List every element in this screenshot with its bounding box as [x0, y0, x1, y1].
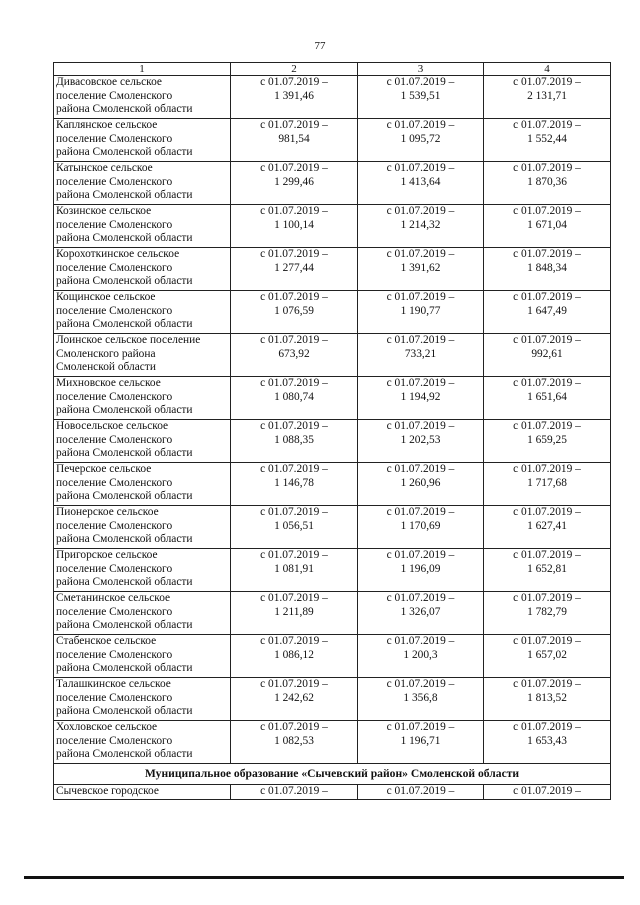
value-col-2: с 01.07.2019 – 1 277,44 [260, 248, 328, 274]
settlement-name: Сычевское городское [56, 785, 159, 797]
value-col-4: с 01.07.2019 – 1 552,44 [513, 119, 581, 145]
value-col-3: с 01.07.2019 – [386, 785, 455, 797]
value-col-4: с 01.07.2019 – 1 657,02 [513, 635, 581, 661]
settlement-name: Стабенское сельское поселение Смоленского района Смоленской области [56, 635, 193, 675]
value-col-2: с 01.07.2019 – 1 146,78 [260, 463, 328, 489]
value-col-2: с 01.07.2019 – 1 080,74 [260, 377, 328, 403]
table-row [54, 334, 611, 377]
value-col-3: с 01.07.2019 – 1 214,32 [386, 205, 455, 231]
value-col-4: с 01.07.2019 – 1 652,81 [513, 549, 581, 575]
settlement-name: Корохоткинское сельское поселение Смоленского района Смоленской области [56, 248, 193, 288]
table-row [54, 506, 611, 549]
settlement-name: Каплянское сельское поселение Смоленского района Смоленской области [56, 119, 193, 159]
settlement-name: Новосельское сельское поселение Смоленского района Смоленской области [56, 420, 193, 460]
value-col-2: с 01.07.2019 – 1 211,89 [260, 592, 328, 618]
header-col-1: 1 [54, 63, 231, 76]
value-col-3: с 01.07.2019 – 1 170,69 [386, 506, 455, 532]
value-col-2: с 01.07.2019 – 1 082,53 [260, 721, 328, 747]
value-col-2: с 01.07.2019 – 1 076,59 [260, 291, 328, 317]
header-col-2: 2 [231, 63, 358, 76]
value-col-2: с 01.07.2019 – 1 086,12 [260, 635, 328, 661]
value-col-2: с 01.07.2019 – 673,92 [260, 334, 328, 360]
settlement-name: Кощинское сельское поселение Смоленского района Смоленской области [56, 291, 193, 331]
value-col-3: с 01.07.2019 – 1 095,72 [386, 119, 455, 145]
value-col-4: с 01.07.2019 – 992,61 [513, 334, 581, 360]
value-col-4: с 01.07.2019 – 1 717,68 [513, 463, 581, 489]
footer-rule [24, 876, 624, 879]
settlement-name: Михновское сельское поселение Смоленского района Смоленской области [56, 377, 193, 417]
table-row [54, 119, 611, 162]
table-row [54, 162, 611, 205]
value-col-4: с 01.07.2019 – 1 870,36 [513, 162, 581, 188]
settlement-name: Печерское сельское поселение Смоленского района Смоленской области [56, 463, 193, 503]
settlement-name: Пионерское сельское поселение Смоленского района Смоленской области [56, 506, 193, 546]
value-col-3: с 01.07.2019 – 1 200,3 [386, 635, 455, 661]
table-row [54, 420, 611, 463]
value-col-2: с 01.07.2019 – 981,54 [260, 119, 328, 145]
settlement-name: Козинское сельское поселение Смоленского района Смоленской области [56, 205, 193, 245]
table-row-partial [54, 785, 611, 800]
table-row [54, 592, 611, 635]
table-row [54, 291, 611, 334]
value-col-3: с 01.07.2019 – 1 190,77 [386, 291, 455, 317]
table-row [54, 76, 611, 119]
value-col-4: с 01.07.2019 – 1 659,25 [513, 420, 581, 446]
value-col-3: с 01.07.2019 – 1 260,96 [386, 463, 455, 489]
value-col-4: с 01.07.2019 – 2 131,71 [513, 76, 581, 102]
value-col-3: с 01.07.2019 – 1 539,51 [386, 76, 455, 102]
table-row [54, 721, 611, 764]
section-title: Муниципальное образование «Сычевский район» Смоленской области [54, 764, 611, 785]
table-row [54, 463, 611, 506]
table-row [54, 635, 611, 678]
value-col-4: с 01.07.2019 – 1 653,43 [513, 721, 581, 747]
value-col-2: с 01.07.2019 – 1 056,51 [260, 506, 328, 532]
value-col-3: с 01.07.2019 – 1 356,8 [386, 678, 455, 704]
settlement-name: Сметанинское сельское поселение Смоленского района Смоленской области [56, 592, 193, 632]
value-col-4: с 01.07.2019 – 1 848,34 [513, 248, 581, 274]
settlement-name: Хохловское сельское поселение Смоленского района Смоленской области [56, 721, 193, 761]
table-row [54, 248, 611, 291]
value-col-2: с 01.07.2019 – 1 391,46 [260, 76, 328, 102]
value-col-3: с 01.07.2019 – 1 196,71 [386, 721, 455, 747]
header-row [54, 63, 611, 76]
value-col-2: с 01.07.2019 – 1 242,62 [260, 678, 328, 704]
settlement-name: Лоинское сельское поселение Смоленского района Смоленской области [56, 334, 201, 374]
value-col-3: с 01.07.2019 – 1 391,62 [386, 248, 455, 274]
table-row [54, 377, 611, 420]
settlement-name: Пригорское сельское поселение Смоленского района Смоленской области [56, 549, 193, 589]
value-col-2: с 01.07.2019 – 1 081,91 [260, 549, 328, 575]
settlement-name: Дивасовское сельское поселение Смоленского района Смоленской области [56, 76, 193, 116]
settlement-name: Талашкинское сельское поселение Смоленского района Смоленской области [56, 678, 193, 718]
value-col-3: с 01.07.2019 – 1 194,92 [386, 377, 455, 403]
value-col-3: с 01.07.2019 – 1 202,53 [386, 420, 455, 446]
header-col-4: 4 [484, 63, 611, 76]
header-col-3: 3 [358, 63, 484, 76]
page-number: 77 [314, 40, 326, 52]
value-col-4: с 01.07.2019 – 1 651,64 [513, 377, 581, 403]
value-col-3: с 01.07.2019 – 733,21 [386, 334, 455, 360]
value-col-2: с 01.07.2019 – [260, 785, 328, 797]
value-col-4: с 01.07.2019 – 1 782,79 [513, 592, 581, 618]
value-col-4: с 01.07.2019 – 1 627,41 [513, 506, 581, 532]
value-col-4: с 01.07.2019 – 1 813,52 [513, 678, 581, 704]
tariff-table [53, 62, 611, 800]
value-col-2: с 01.07.2019 – 1 100,14 [260, 205, 328, 231]
value-col-3: с 01.07.2019 – 1 196,09 [386, 549, 455, 575]
value-col-4: с 01.07.2019 – [513, 785, 581, 797]
value-col-4: с 01.07.2019 – 1 671,04 [513, 205, 581, 231]
value-col-4: с 01.07.2019 – 1 647,49 [513, 291, 581, 317]
value-col-2: с 01.07.2019 – 1 088,35 [260, 420, 328, 446]
table-row [54, 205, 611, 248]
value-col-3: с 01.07.2019 – 1 326,07 [386, 592, 455, 618]
table-row [54, 549, 611, 592]
section-row [54, 764, 611, 785]
value-col-2: с 01.07.2019 – 1 299,46 [260, 162, 328, 188]
value-col-3: с 01.07.2019 – 1 413,64 [386, 162, 455, 188]
table-row [54, 678, 611, 721]
settlement-name: Катынское сельское поселение Смоленского района Смоленской области [56, 162, 193, 202]
